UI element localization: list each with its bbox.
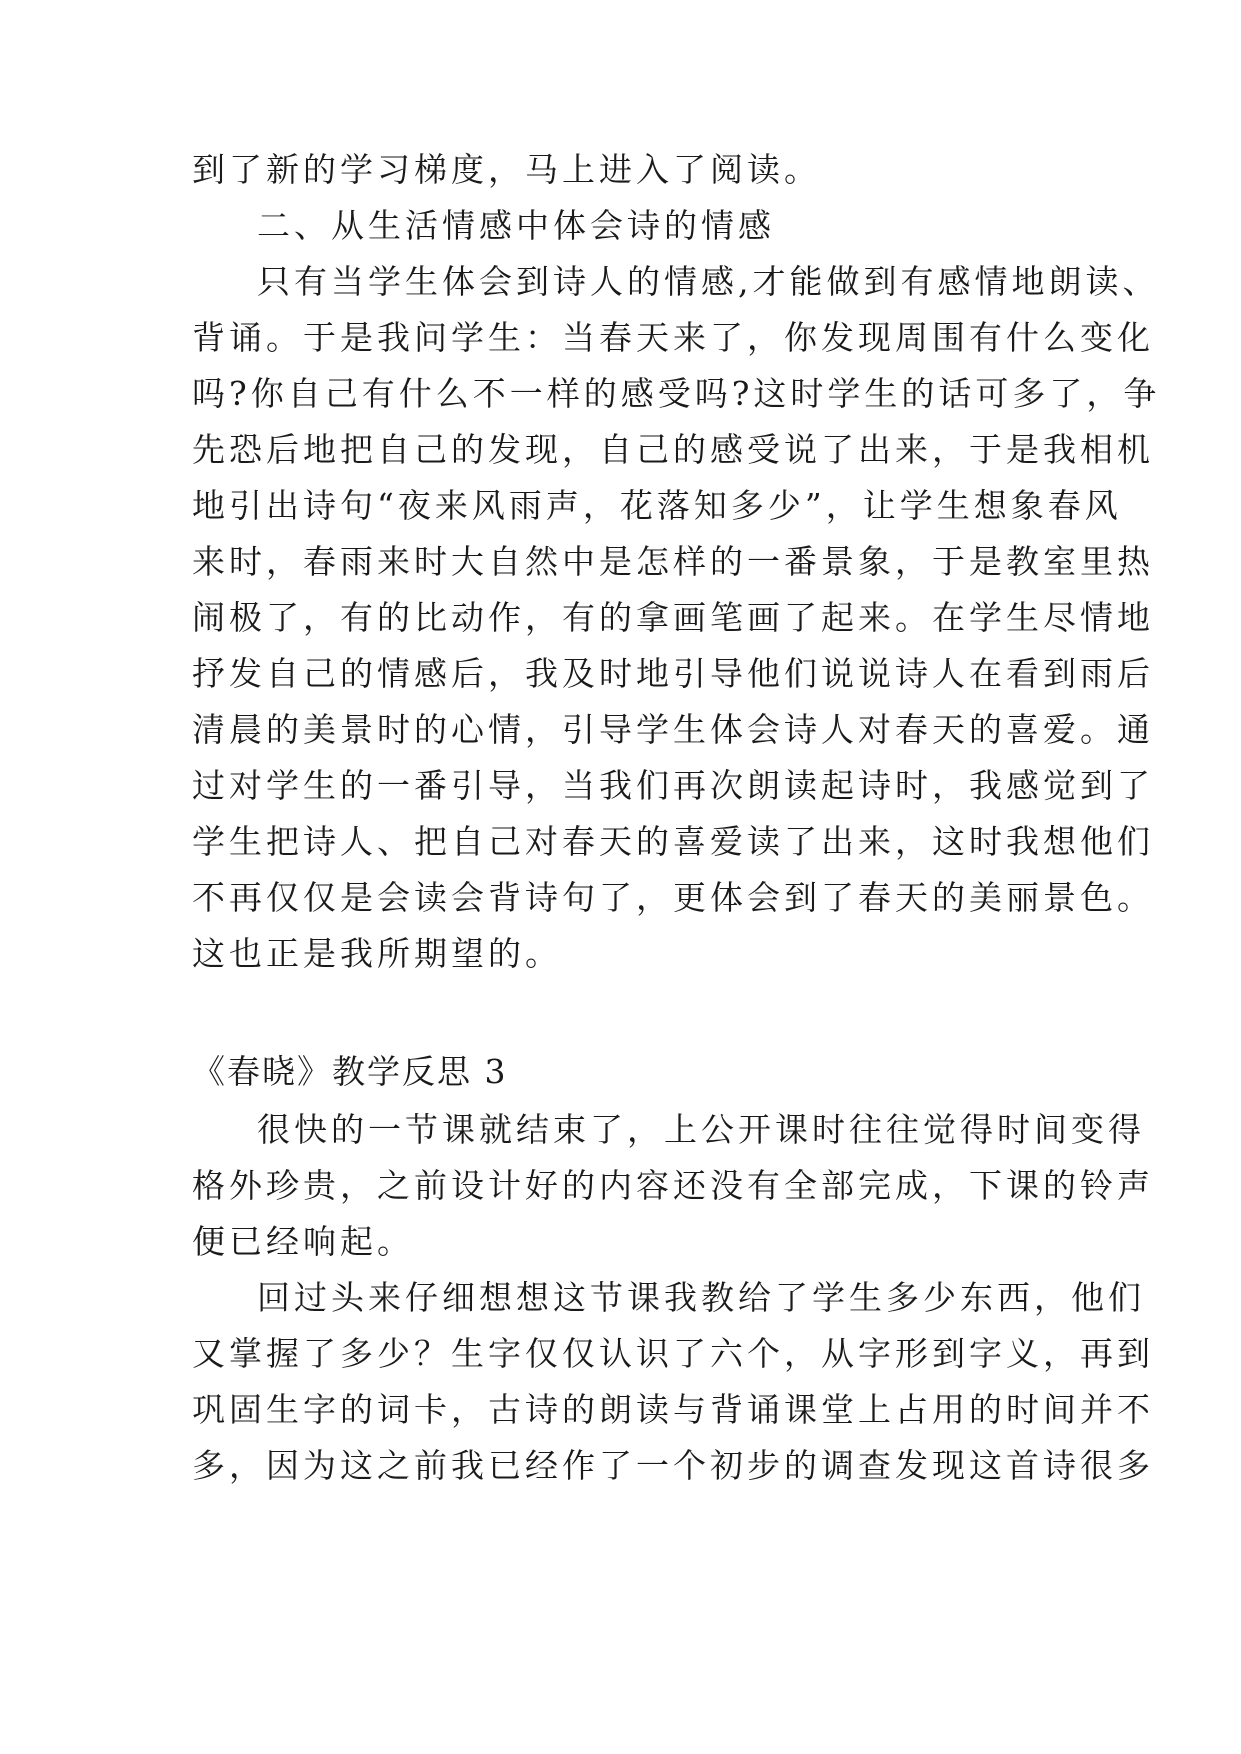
body-text-line: 来时，春雨来时大自然中是怎样的一番景象，于是教室里热	[192, 542, 1154, 581]
body-text-line: 闹极了，有的比动作，有的拿画笔画了起来。在学生尽情地	[192, 598, 1154, 637]
body-text-line: 很快的一节课就结束了，上公开课时往往觉得时间变得	[257, 1110, 1145, 1149]
body-text-line: 这也正是我所期望的。	[192, 934, 562, 973]
body-text-line: 多，因为这之前我已经作了一个初步的调查发现这首诗很多	[192, 1446, 1154, 1485]
body-text-line: 吗?你自己有什么不一样的感受吗?这时学生的话可多了，争	[192, 374, 1161, 413]
body-text-line: 过对学生的一番引导，当我们再次朗读起诗时，我感觉到了	[192, 766, 1154, 805]
body-text-line: 巩固生字的词卡，古诗的朗读与背诵课堂上占用的时间并不	[192, 1390, 1154, 1429]
body-text-line: 又掌握了多少？生字仅仅认识了六个，从字形到字义，再到	[192, 1334, 1154, 1373]
section-heading: 二、从生活情感中体会诗的情感	[257, 206, 775, 245]
article-title: 《春晓》教学反思 3	[192, 1052, 508, 1091]
body-text-line: 抒发自己的情感后，我及时地引导他们说说诗人在看到雨后	[192, 654, 1154, 693]
body-text-line: 先恐后地把自己的发现，自己的感受说了出来，于是我相机	[192, 430, 1154, 469]
body-text-line: 不再仅仅是会读会背诗句了，更体会到了春天的美丽景色。	[192, 878, 1154, 917]
body-text-line: 地引出诗句“夜来风雨声，花落知多少”，让学生想象春风	[192, 486, 1122, 525]
body-text-line: 回过头来仔细想想这节课我教给了学生多少东西，他们	[257, 1278, 1145, 1317]
body-text-line: 只有当学生体会到诗人的情感,才能做到有感情地朗读、	[257, 262, 1160, 301]
body-text-line: 格外珍贵，之前设计好的内容还没有全部完成，下课的铃声	[192, 1166, 1154, 1205]
body-text-line: 到了新的学习梯度，马上进入了阅读。	[192, 150, 821, 189]
body-text-line: 学生把诗人、把自己对春天的喜爱读了出来，这时我想他们	[192, 822, 1154, 861]
body-text-line: 清晨的美景时的心情，引导学生体会诗人对春天的喜爱。通	[192, 710, 1154, 749]
body-text-line: 背诵。于是我问学生：当春天来了，你发现周围有什么变化	[192, 318, 1154, 357]
body-text-line: 便已经响起。	[192, 1222, 414, 1261]
